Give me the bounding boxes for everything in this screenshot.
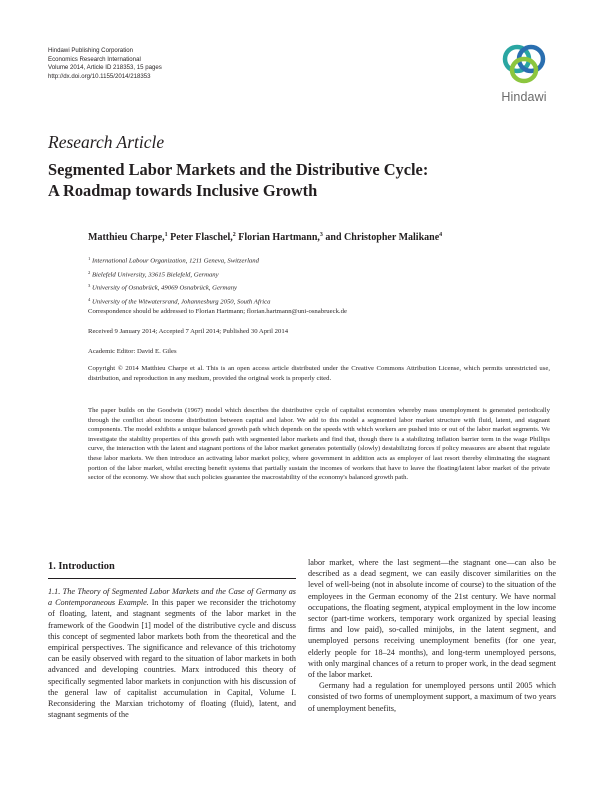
author-list [88,232,442,243]
affiliation-item [88,253,270,267]
author-sup: 2 [232,232,236,238]
subsection-heading: 1.1. The Theory of Segmented Labor Markets and the Case of Germany as a Contemporaneous Example. [48,587,296,608]
correspondence: Correspondence should be addressed to Florian Hartmann; florian.hartmann@uni-osnabrueck.de [88,308,347,315]
intro-right-column [308,557,556,714]
author-sup: 4 [439,232,443,238]
author-name: Matthieu Charpe, [88,232,165,243]
affiliation-item [88,267,270,281]
publisher-info [48,47,162,81]
doi-link[interactable]: http://dx.doi.org/10.1155/2014/218353 [48,72,151,80]
publisher-name: Hindawi Publishing Corporation [48,47,134,54]
article-type: Research Article [48,132,165,152]
affiliation-text: University of the Witwatersrand, Johannesburg 2050, South Africa [91,298,271,306]
title-line-2: A Roadmap towards Inclusive Growth [48,180,318,200]
dates: Received 9 January 2014; Accepted 7 April 2014; Published 30 April 2014 [88,328,289,335]
author-sup: 1 [164,232,168,238]
affiliation-sup: 2 [88,269,91,275]
affiliation-text: International Labour Organization, 1211 Geneva, Switzerland [91,257,259,265]
hindawi-logo-text: Hindawi [501,90,547,104]
intro-paragraph-2: Germany had a regulation for unemployed persons until 2005 which consisted of two forms of unemployment support, a maximum of two years of unemployment benefits, [308,681,556,713]
author-name: Peter Flaschel, [170,232,233,243]
affiliation-text: Bielefeld University, 33615 Bielefeld, Germany [91,271,219,279]
author-name: Florian Hartmann, [238,232,320,243]
section-rule [48,578,296,579]
hindawi-logo [498,43,550,104]
hindawi-logo-icon [501,43,547,85]
affiliation-item [88,280,270,294]
affiliation-text: University of Osnabrück, 49069 Osnabrück, Germany [91,284,238,292]
abstract: The paper builds on the Goodwin (1967) model which describes the distributive cycle of capitalist economies whereby mass unemployment is generated periodically through the conflict about income distribution between capital and labor. We add to this model a segmented labor market structure with fluid, latent, and stagnant components. The model exhibits a unique balanced growth path which depends on the speeds with which workers are pushed into or out of the labor market segments. We investigate the stability properties of this growth path with segmented labor markets and find that, though there is a stabilizing inflation barrier term in the wage Phillips curve, the interaction with the latent and stagnant portions of the labor market generates potentially (slowly) destabilizing forces if policy measures are absent that regulate these labor markets. We then introduce an activating labor market policy, where government in addition acts as employer of last resort thereby eliminating the stagnant portion of the labor market, whilst erecting benefit systems that partially sustain the incomes of workers that have to leave the floating/latent labor market of the private sector of the economy. We show that such policies guarantee the macrostability of the economy's balanced growth path. [88,407,550,482]
section-heading: 1. Introduction [48,561,115,572]
journal-name: Economics Research International [48,55,141,63]
copyright-notice: Copyright © 2014 Matthieu Charpe et al. This is an open access article distributed under the Creative Commons Attribution License, which permits unrestricted use, distribution, and reproduction in any medium, provided the original work is properly cited. [88,365,550,382]
title-line-1: Segmented Labor Markets and the Distributive Cycle: [48,160,429,179]
affiliation-sup: 4 [88,297,91,303]
academic-editor: Academic Editor: David E. Giles [88,348,177,355]
affiliation-sup: 3 [88,283,91,289]
volume-line: Volume 2014, Article ID 218353, 15 pages [48,64,162,72]
affiliation-sup: 1 [88,256,91,261]
affiliation-item [88,294,270,308]
author-name: and Christopher Malikane [325,232,440,243]
paper-title [48,160,428,201]
affiliations [88,253,270,308]
author-sup: 3 [319,232,323,238]
intro-paragraph-1-cont: labor market, where the last segment—the stagnant one—can also be described as a dead segment, we can easily discover similarities on the level of well-being (not in absolute income of course) to the situation of the employees in the German economy of the 21st century. We have normal occupations, the floating segment, atypical employment in the low income sector (part-time workers, temporary work organized by special leasing firms and low paid), so-called minijobs, in the latent segment, and unemployed persons receiving unemployment benefits (for one year, elderly people for 18–24 months), and long-term unemployed persons, with only marginal chances of a return to proper work, in the dead segment of the labor market. [308,558,556,680]
intro-left-column [48,586,296,720]
intro-paragraph-1: In this paper we reconsider the trichotomy of floating, latent, and stagnant segments of the labor market in the framework of the Goodwin [1] model of the distributive cycle and discuss this concept of segmented labor markets both from the theoretical and the empirical perspectives. The significance and relevance of this trichotomy can be easily observed with regard to the situation of labor markets in both advanced and developing countries. Marx introduced this theory of specifically segmented labor markets in conjunction with his discussion of the general law of capitalist accumulation in Capital, Volume I. Reconsidering the Marxian trichotomy of floating (fluid), latent, and stagnant segments of the [48,598,297,720]
